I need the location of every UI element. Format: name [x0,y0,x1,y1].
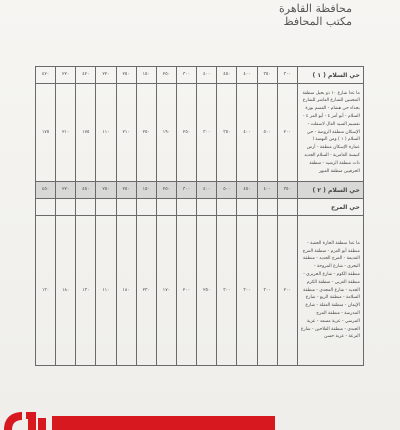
cell [277,199,297,216]
cell [217,199,237,216]
cell: ١٣٠ [36,216,56,366]
cell: ٣٠٠ [176,67,196,84]
cell: ٣٠٠ [197,84,217,182]
cell: ٢٠٠ [277,84,297,182]
cell: ١٧٥ [76,84,96,182]
cell: ٢١٠ [116,84,136,182]
cell: ٤٢٠ [76,67,96,84]
cell: ٤٥٠ [76,182,96,199]
cell: ١٣٠ [76,216,96,366]
cell: ٣٥٠ [217,84,237,182]
section-title-row [36,199,364,216]
cell: ٤٠٠ [197,182,217,199]
cell: ٣٠٠ [257,216,277,366]
cell: ١١٠ [96,216,116,366]
publisher-logo [0,408,275,430]
header-governorate: محافظة القاهرة [279,2,352,15]
cell [36,199,56,216]
cell: ٣٠٠ [277,67,297,84]
section-title: حي السلام ( ٢ ) [297,182,363,199]
cell: ١٨٠ [116,216,136,366]
cell: ٢٥٠ [176,84,196,182]
price-table [35,66,364,366]
section-title-row [36,182,364,199]
cell: ٥٠٠ [217,182,237,199]
cell [136,199,156,216]
document-header [279,2,352,28]
cell: ٥٠٠ [257,84,277,182]
cell: ١٥٠ [136,182,156,199]
cell: ٣٠٠ [217,216,237,366]
section-body-row [36,84,364,182]
cell [156,199,176,216]
cell: ٤٥٠ [237,182,257,199]
cell [197,199,217,216]
cell: ٣٠٠ [176,182,196,199]
cell: ٤٥٠ [217,67,237,84]
logo-bar [52,416,275,430]
cell [257,199,277,216]
cell: ١٧٠ [156,216,176,366]
cell: ٤٠٠ [197,67,217,84]
cell: ٣٥٠ [277,182,297,199]
cell [176,199,196,216]
cell: ٤٠٠ [257,182,277,199]
cell: ٤٠٠ [237,84,257,182]
cell: ٢٠٠ [176,216,196,366]
cell: ٣٥٠ [257,67,277,84]
section-body-row [36,216,364,366]
section-title: حي السلام ( ١ ) [297,67,363,84]
cell: ١٥٠ [136,67,156,84]
cell: ٢٥٠ [116,182,136,199]
cell: ٤٠٠ [237,67,257,84]
cell: ١٩٠ [156,84,176,182]
section-title-row [36,67,364,84]
cell: ٢٥٠ [156,182,176,199]
cell: ٣٠٠ [237,216,257,366]
cell [76,199,96,216]
cell: ٤٥٠ [36,182,56,199]
cell: ٢٣٠ [136,216,156,366]
cell: ٢٢٠ [56,67,76,84]
cell [56,199,76,216]
cell: ١٧٥ [36,84,56,182]
cell: ١٨٠ [56,216,76,366]
area-description: ما عدا شارع ١٠ ذو بحيل منطقة المجتبين للشارع العاشر للشارع بحذاء حي هشام - القسم بورة السلام - أبو أمر ٤ - أبو المز ٤ - تقسيم السيد العال لاسفلت - الإسكان منطقة الروضة - حي السلام ( ١ ) ومن النهضة ا عمارة الإسكان منطقة - أرض كنيسة العامرية - السلام الجديد ذات منطقة الرشيد - منطقة الحرفيين منطقة العبور [297,84,363,182]
cell: ٢٥٠ [136,84,156,182]
cell: ٤٢٠ [36,67,56,84]
cell: ٢٠٠ [277,216,297,366]
cell: ٢٥٠ [96,182,116,199]
cell: ٢٢٠ [96,67,116,84]
cell: ١١٠ [96,84,116,182]
logo-mark-icon [0,408,50,430]
cell [237,199,257,216]
cell: ٢٥٠ [156,67,176,84]
cell [96,199,116,216]
cell: ٢٥٠ [197,216,217,366]
section-title: حي المرج [297,199,363,216]
cell: ٢٥٠ [116,67,136,84]
area-description: ما عدا منطقة الحارة الحقبة - منطقة أبو العزم - منطقة المرج القديمة - المرج الجديد - منطقة البحري - شارع المروحة - منطقة الكوم - شارع الحريري - منطقة الغربي - منطقة الكرم الجديد - شارع المجدي - منطقة السلامة - منطقة الربع - شارع الإيمان - منطقة العقلة - شارع المدرسة - منطقة المرج المرسي - عزبة مسعد - عزبة الجندي - منطقة الفلاحين - شارع الترعة - عزبة حسن [297,216,363,366]
cell: ٢٢٠ [56,182,76,199]
cell [116,199,136,216]
cell: ٢١٠ [56,84,76,182]
header-office: مكتب المحافظ [283,15,352,28]
